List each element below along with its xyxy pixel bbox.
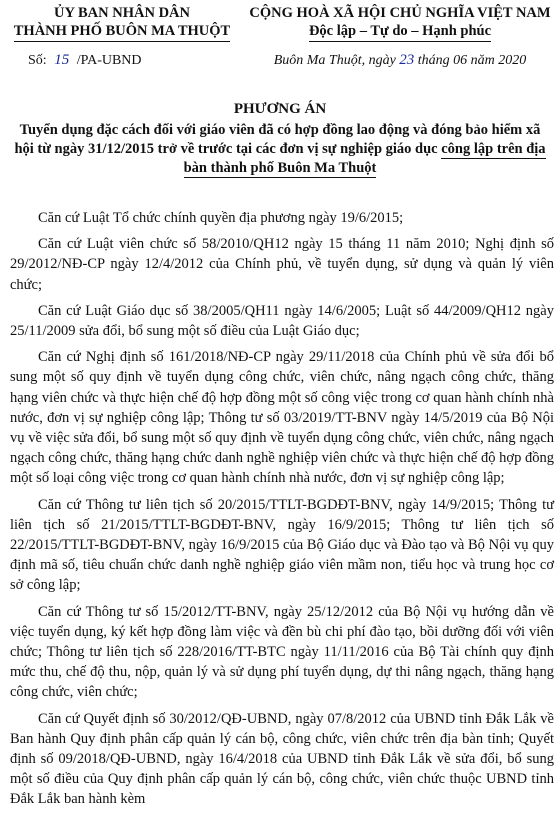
org-name-line1: ỦY BAN NHÂN DÂN (53, 5, 190, 21)
national-motto (246, 4, 554, 69)
doc-number-suffix: /PA-UBND (76, 53, 142, 68)
legal-basis-paragraph: Căn cứ Thông tư số 15/2012/TT-BNV, ngày 25/12/2012 của Bộ Nội vụ hướng dẫn về việc tuyển dụng, ký kết hợp đồng làm việc và đền bù chi phí đào tạo, bồi dưỡng đối với viên chức; Thông tư liên tịch số 228/2016/TT-BTC ngày 11/11/2016 của Bộ Tài chính quy định mức thu, chế độ thu, nộp, quản lý và sử dụng phí tuyển dụng, dự thi nâng ngạch, thăng hạng công chức, viên chức; (10, 603, 554, 701)
document-body (10, 208, 554, 816)
legal-basis-paragraph: Căn cứ Nghị định số 161/2018/NĐ-CP ngày 29/11/2018 của Chính phủ về sửa đổi bổ sung một số quy định về tuyển dụng công chức, viên chức, nâng ngạch công chức, thăng hạng viên chức và thực hiện chế độ hợp đồng một số công việc trong cơ quan hành chính nhà nước, đơn vị sự nghiệp công lập; Thông tư số 03/2019/TT-BNV ngày 14/5/2019 của Bộ Nội vụ về việc sửa đổi, bổ sung một số quy định về tuyển dụng công chức, viên chức, nâng ngạch ngạch công chức, thăng hạng chức danh nghề nghiệp viên chức và thực hiện chế độ hợp đồng một số loại công việc trong cơ quan hành chính nhà nước, đơn vị sự nghiệp công lập; (10, 349, 554, 487)
date-prefix: Buôn Ma Thuột, ngày (273, 53, 396, 68)
org-name-line2: THÀNH PHỐ BUÔN MA THUỘT (14, 22, 230, 42)
nation-name: CỘNG HOÀ XÃ HỘI CHỦ NGHĨA VIỆT NAM (249, 5, 551, 21)
legal-basis-paragraph: Căn cứ Thông tư liên tịch số 20/2015/TTLT-BGDĐT-BNV, ngày 14/9/2015; Thông tư liên tịch số 21/2015/TTLT-BGDĐT-BNV, ngày 16/9/2015; Thông tư liên tịch số 22/2015/TTLT-BGDĐT-BNV, ngày 16/9/2015 của Bộ Giáo dục và Đào tạo và Bộ Nội vụ quy định mã số, tiêu chuẩn chức danh nghề nghiệp giáo viên mầm non, tiểu học và trung học cơ sở công lập; (10, 496, 554, 594)
date-suffix: tháng 06 năm 2020 (417, 53, 527, 68)
legal-basis-paragraph: Căn cứ Luật viên chức số 58/2010/QH12 ngày 15 tháng 11 năm 2010; Nghị định số 29/2012/NĐ-CP ngày 12/4/2012 của Chính phủ, về tuyển dụng, sử dụng và quản lý viên chức; (10, 236, 554, 293)
date-day-handwritten: 23 (399, 52, 415, 68)
motto: Độc lập – Tự do – Hạnh phúc (309, 22, 491, 42)
document-header (0, 4, 560, 74)
legal-basis-paragraph: Căn cứ Luật Giáo dục số 38/2005/QH11 ngày 14/6/2005; Luật số 44/2009/QH12 ngày 25/11/2009 sửa đổi, bổ sung một số điều của Luật Giáo dục; (10, 302, 554, 340)
doc-number-prefix: Số: (28, 53, 47, 68)
legal-basis-paragraph: Căn cứ Luật Tổ chức chính quyền địa phương ngày 19/6/2015; (38, 210, 404, 226)
document-subtitle (10, 121, 550, 178)
issuing-authority (6, 4, 238, 69)
subtitle-part1: Tuyển dụng đặc cách đối với giáo viên đã có hợp đồng lao động và đóng bảo hiểm xã hội từ ngày 31/12/2015 trở về trước tại các đơn vị sự nghiệp giáo dục (14, 122, 541, 157)
legal-basis-paragraph: Căn cứ Quyết định số 30/2012/QĐ-UBND, ngày 07/8/2012 của UBND tỉnh Đắk Lắk về Ban hành Quy định phân cấp quản lý cán bộ, công chức, viên chức trên địa bàn tỉnh; Quyết định số 09/2018/QĐ-UBND, ngày 16/4/2018 của UBND tỉnh Đắk Lắk về sửa đổi, bổ sung một số điều của Quy định phân cấp quản lý cán bộ, công chức, viên chức thuộc UBND tỉnh Đắk Lắk ban hành kèm (10, 710, 554, 808)
document-number (6, 52, 238, 69)
subtitle-part2: công lập trên địa bàn thành phố Buôn Ma Thuột (183, 141, 546, 176)
issue-date (246, 52, 554, 69)
doc-number-handwritten: 15 (54, 52, 70, 68)
document-title: PHƯƠNG ÁN (233, 101, 327, 117)
title-block (10, 100, 550, 178)
